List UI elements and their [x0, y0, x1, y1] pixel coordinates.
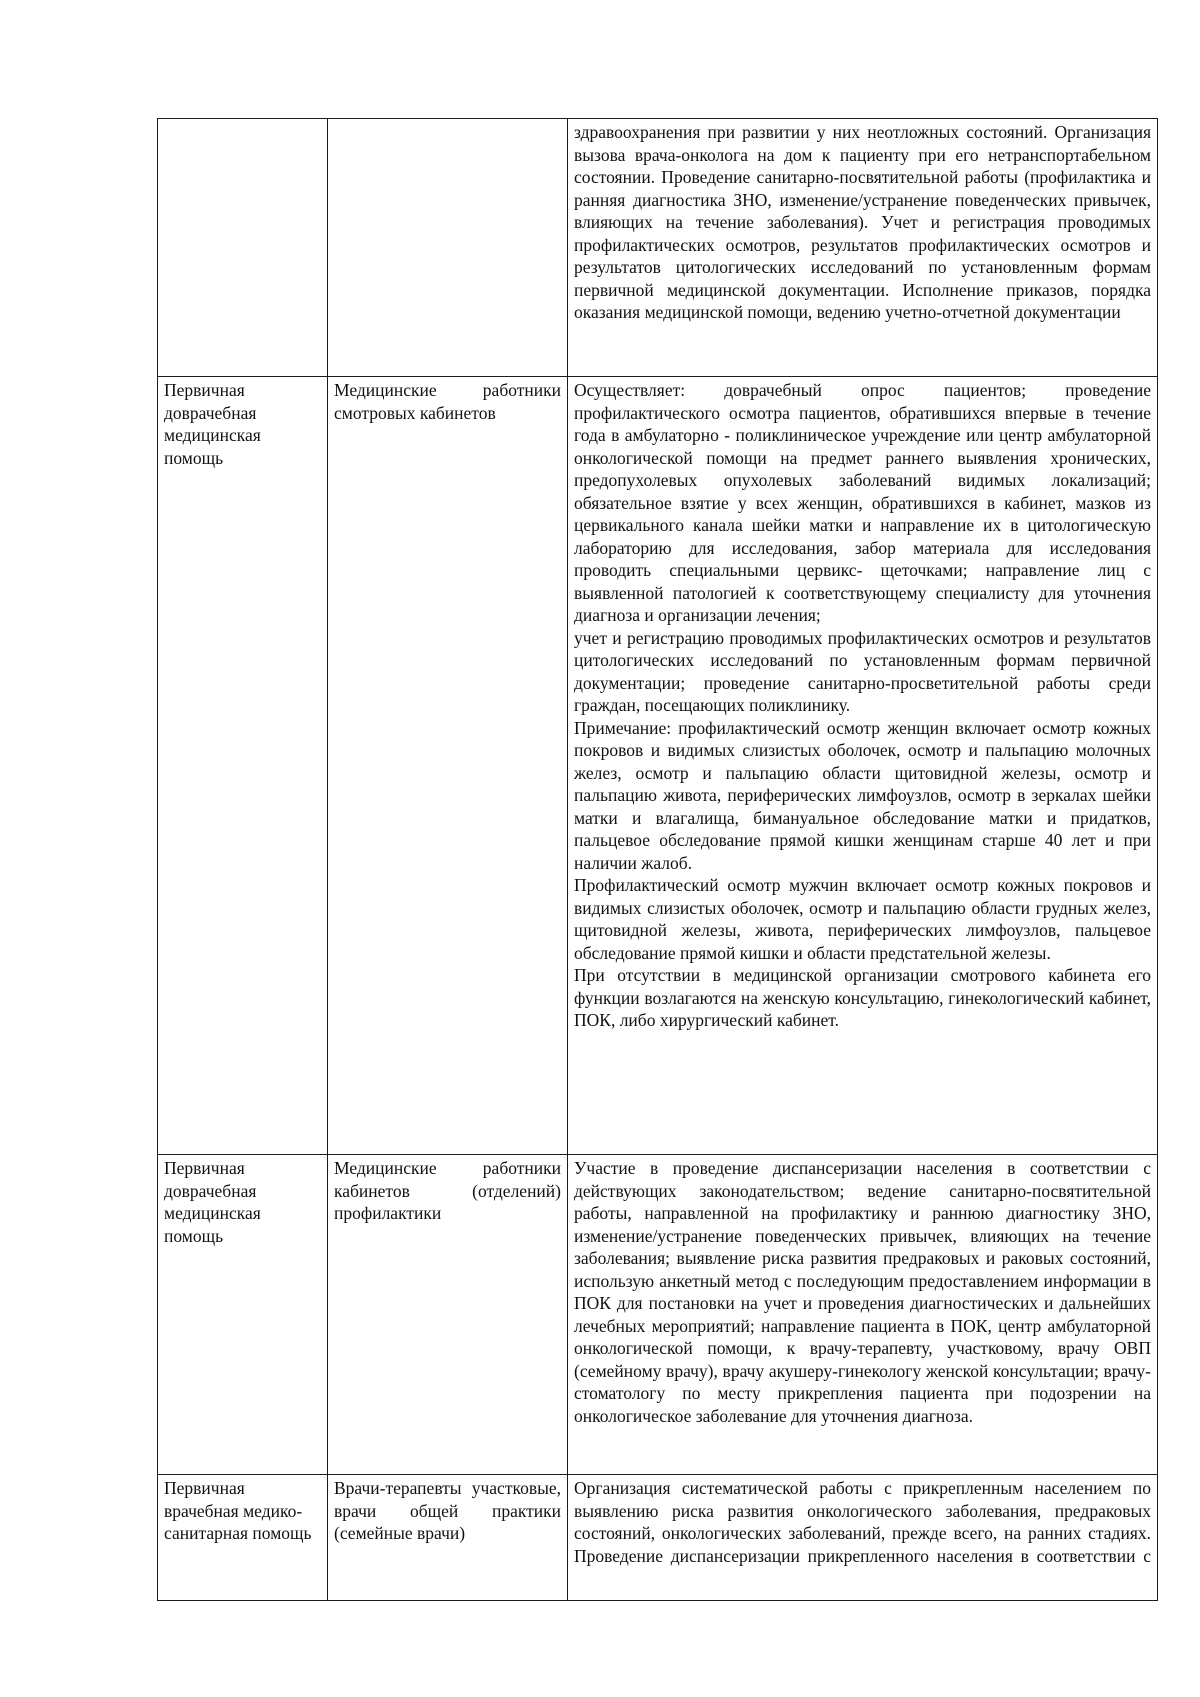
table-row: [158, 1475, 1158, 1601]
table-row: [158, 377, 1158, 1155]
staff-role-cell: Врачи-терапевты участковые, врачи общей практики (семейные врачи): [328, 1475, 568, 1601]
staff-role-cell: Медицинские работники кабинетов (отделений) профилактики: [328, 1155, 568, 1475]
duties-cell: [568, 377, 1158, 1155]
medical-care-table: [157, 118, 1158, 1601]
note-paragraph: Примечание: профилактический осмотр женщин включает осмотр кожных покровов и видимых слизистых оболочек, осмотр и пальпацию молочных желез, осмотр и пальпацию области щитовидной железы, осмотр и пальпацию живота, периферических лимфоузлов, осмотр в зеркалах шейки матки и влагалища, бимануальное обследование матки и придатков, пальцевое обследование прямой кишки женщинам старше 40 лет и при наличии жалоб.: [574, 717, 1151, 873]
care-level-cell: Первичная доврачебная медицинская помощь: [158, 1155, 328, 1475]
table-row: [158, 119, 1158, 377]
duties-paragraph: Осуществляет: доврачебный опрос пациентов; проведение профилактического осмотра пациентов, обратившихся впервые в течение года в амбулаторно - поликлиническое учреждение или центр амбулаторной онкологической помощи на предмет раннего выявления хронических, предопухолевых опухолевых заболеваний видимых локализаций; обязательное взятие у всех женщин, обратившихся в кабинет, мазков из цервикального канала шейки матки и направление их в цитологическую лабораторию для исследования, забор материала для исследования проводить специальными цервикс- щеточками; направление лиц с выявленной патологией к соответствующему специалисту для уточнения диагноза и организации лечения;: [574, 380, 1151, 625]
duties-cell: [568, 119, 1158, 377]
duties-paragraph: учет и регистрацию проводимых профилактических осмотров и результатов цитологических исследований по установленным формам первичной документации; проведение санитарно-просветительной работы среди граждан, посещающих поликлинику.: [574, 627, 1151, 715]
care-level-cell: Первичная доврачебная медицинская помощь: [158, 377, 328, 1155]
note-paragraph: Профилактический осмотр мужчин включает осмотр кожных покровов и видимых слизистых оболочек, осмотр и пальпацию области грудных желез, щитовидной железы, живота, периферических лимфоузлов, пальцевое обследование прямой кишки и области предстательной железы.: [574, 875, 1151, 963]
staff-role-cell: [328, 119, 568, 377]
duties-cell: [568, 1475, 1158, 1601]
note-paragraph: При отсутствии в медицинской организации смотрового кабинета его функции возлагаются на женскую консультацию, гинекологический кабинет, ПОК, либо хирургический кабинет.: [574, 965, 1151, 1030]
duties-cell: [568, 1155, 1158, 1475]
duties-paragraph: Организация систематической работы с прикрепленным населением по выявлению риска развития онкологического заболевания, предраковых состояний, онкологических заболеваний, прежде всего, на ранних стадиях. Проведение диспансеризации прикрепленного населения в соответствии с: [574, 1478, 1151, 1566]
care-level-cell: Первичная врачебная медико-санитарная помощь: [158, 1475, 328, 1601]
duties-paragraph: здравоохранения при развитии у них неотложных состояний. Организация вызова врача-онколога на дом к пациенту при его нетранспортабельном состоянии. Проведение санитарно-посвятительной работы (профилактика и ранняя диагностика ЗНО, изменение/устранение поведенческих привычек, влияющих на течение заболевания). Учет и регистрация проводимых профилактических осмотров, результатов профилактических осмотров и результатов цитологических исследований по установленным формам первичной медицинской документации. Исполнение приказов, порядка оказания медицинской помощи, ведению учетно-отчетной документации: [574, 122, 1151, 322]
care-level-cell: [158, 119, 328, 377]
duties-paragraph: Участие в проведение диспансеризации населения в соответствии с действующих законодательством; ведение санитарно-посвятительной работы, направленной на профилактику и раннюю диагностику ЗНО, изменение/устранение поведенческих привычек, влияющих на течение заболевания; выявление риска развития предраковых и раковых состояний, использую анкетный метод с последующим предоставлением информации в ПОК для постановки на учет и проведения диагностических и дальнейших лечебных мероприятий; направление пациента в ПОК, центр амбулаторной онкологической помощи, к врачу-терапевту, участковому, врачу ОВП (семейному врачу), врачу акушеру-гинекологу женской консультации; врачу-стоматологу по месту прикрепления пациента при подозрении на онкологическое заболевание для уточнения диагноза.: [574, 1158, 1151, 1426]
staff-role-cell: Медицинские работники смотровых кабинетов: [328, 377, 568, 1155]
table-row: [158, 1155, 1158, 1475]
